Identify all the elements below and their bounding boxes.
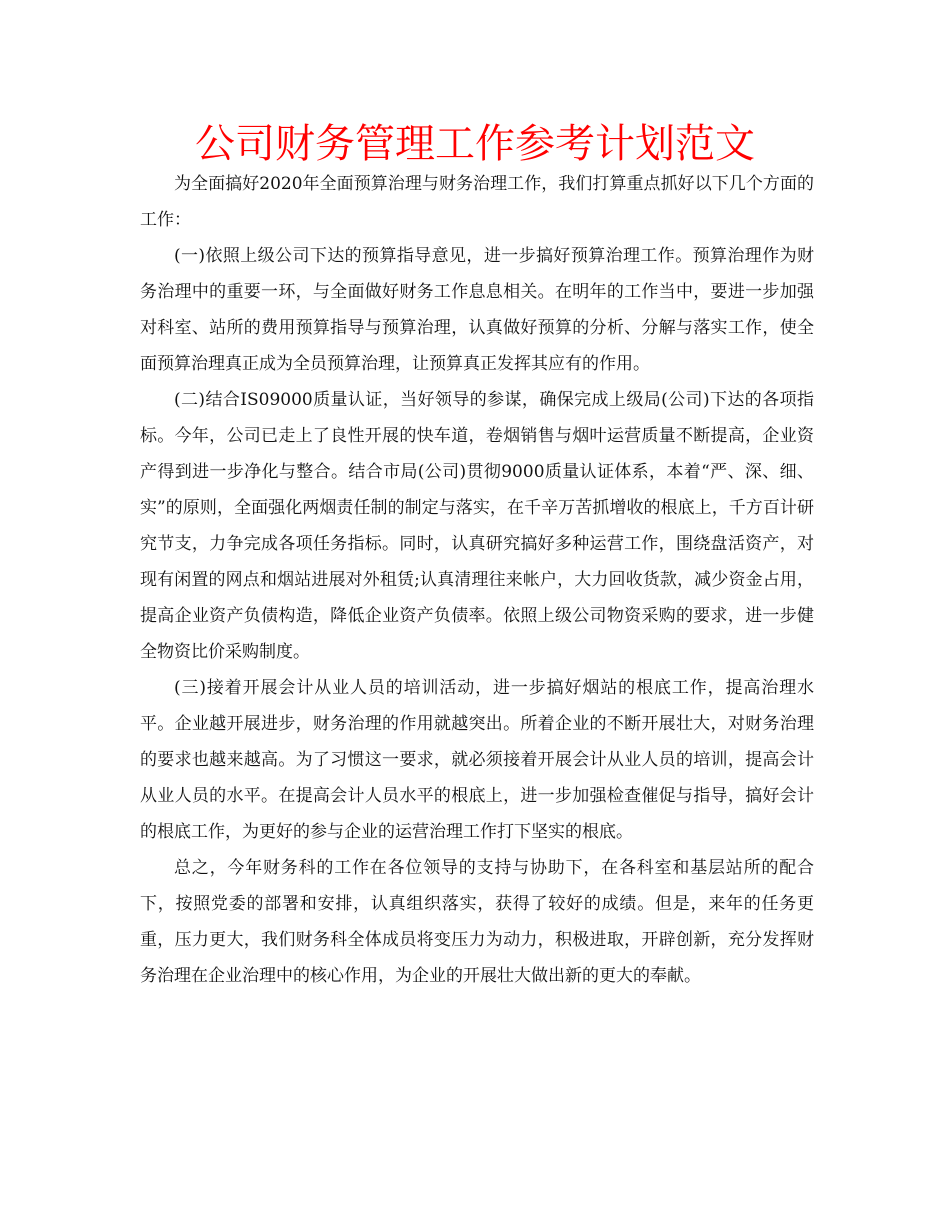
- paragraph-quality-certification: (二)结合IS09000质量认证，当好领导的参谋，确保完成上级局(公司)下达的各项指标。今年，公司已走上了良性开展的快车道，卷烟销售与烟叶运营质量不断提高，企业资产得到进一步净化与整合。结合市局(公司)贯彻9000质量认证体系，本着“严、深、细、实”的原则，全面强化两烟责任制的制定与落实，在千辛万苦抓增收的根底上，千方百计研究节支，力争完成各项任务指标。同时，认真研究搞好多种运营工作，围绕盘活资产，对现有闲置的网点和烟站进展对外租赁;认真清理往来帐户，大力回收货款，减少资金占用，提高企业资产负债构造，降低企业资产负债率。依照上级公司物资采购的要求，进一步健全物资比价采购制度。: [140, 390, 814, 662]
- document-title: 公司财务管理工作参考计划范文: [195, 121, 755, 167]
- paragraph-intro: 为全面搞好2020年全面预算治理与财务治理工作，我们打算重点抓好以下几个方面的工作：: [140, 174, 814, 230]
- paragraph-budget-management: (一)依照上级公司下达的预算指导意见，进一步搞好预算治理工作。预算治理作为财务治理中的重要一环，与全面做好财务工作息息相关。在明年的工作当中，要进一步加强对科室、站所的费用预算指导与预算治理，认真做好预算的分析、分解与落实工作，使全面预算治理真正成为全员预算治理，让预算真正发挥其应有的作用。: [140, 246, 814, 374]
- document-body: [140, 166, 814, 994]
- paragraph-summary: 总之，今年财务科的工作在各位领导的支持与协助下，在各科室和基层站所的配合下，按照党委的部署和安排，认真组织落实，获得了较好的成绩。但是，来年的任务更重，压力更大，我们财务科全体成员将变压力为动力，积极进取，开辟创新，充分发挥财务治理在企业治理中的核心作用，为企业的开展壮大做出新的更大的奉献。: [140, 858, 814, 986]
- paragraph-accounting-training: (三)接着开展会计从业人员的培训活动，进一步搞好烟站的根底工作，提高治理水平。企业越开展进步，财务治理的作用就越突出。所着企业的不断开展壮大，对财务治理的要求也越来越高。为了习惯这一要求，就必须接着开展会计从业人员的培训，提高会计从业人员的水平。在提高会计人员水平的根底上，进一步加强检查催促与指导，搞好会计的根底工作，为更好的参与企业的运营治理工作打下坚实的根底。: [140, 678, 814, 842]
